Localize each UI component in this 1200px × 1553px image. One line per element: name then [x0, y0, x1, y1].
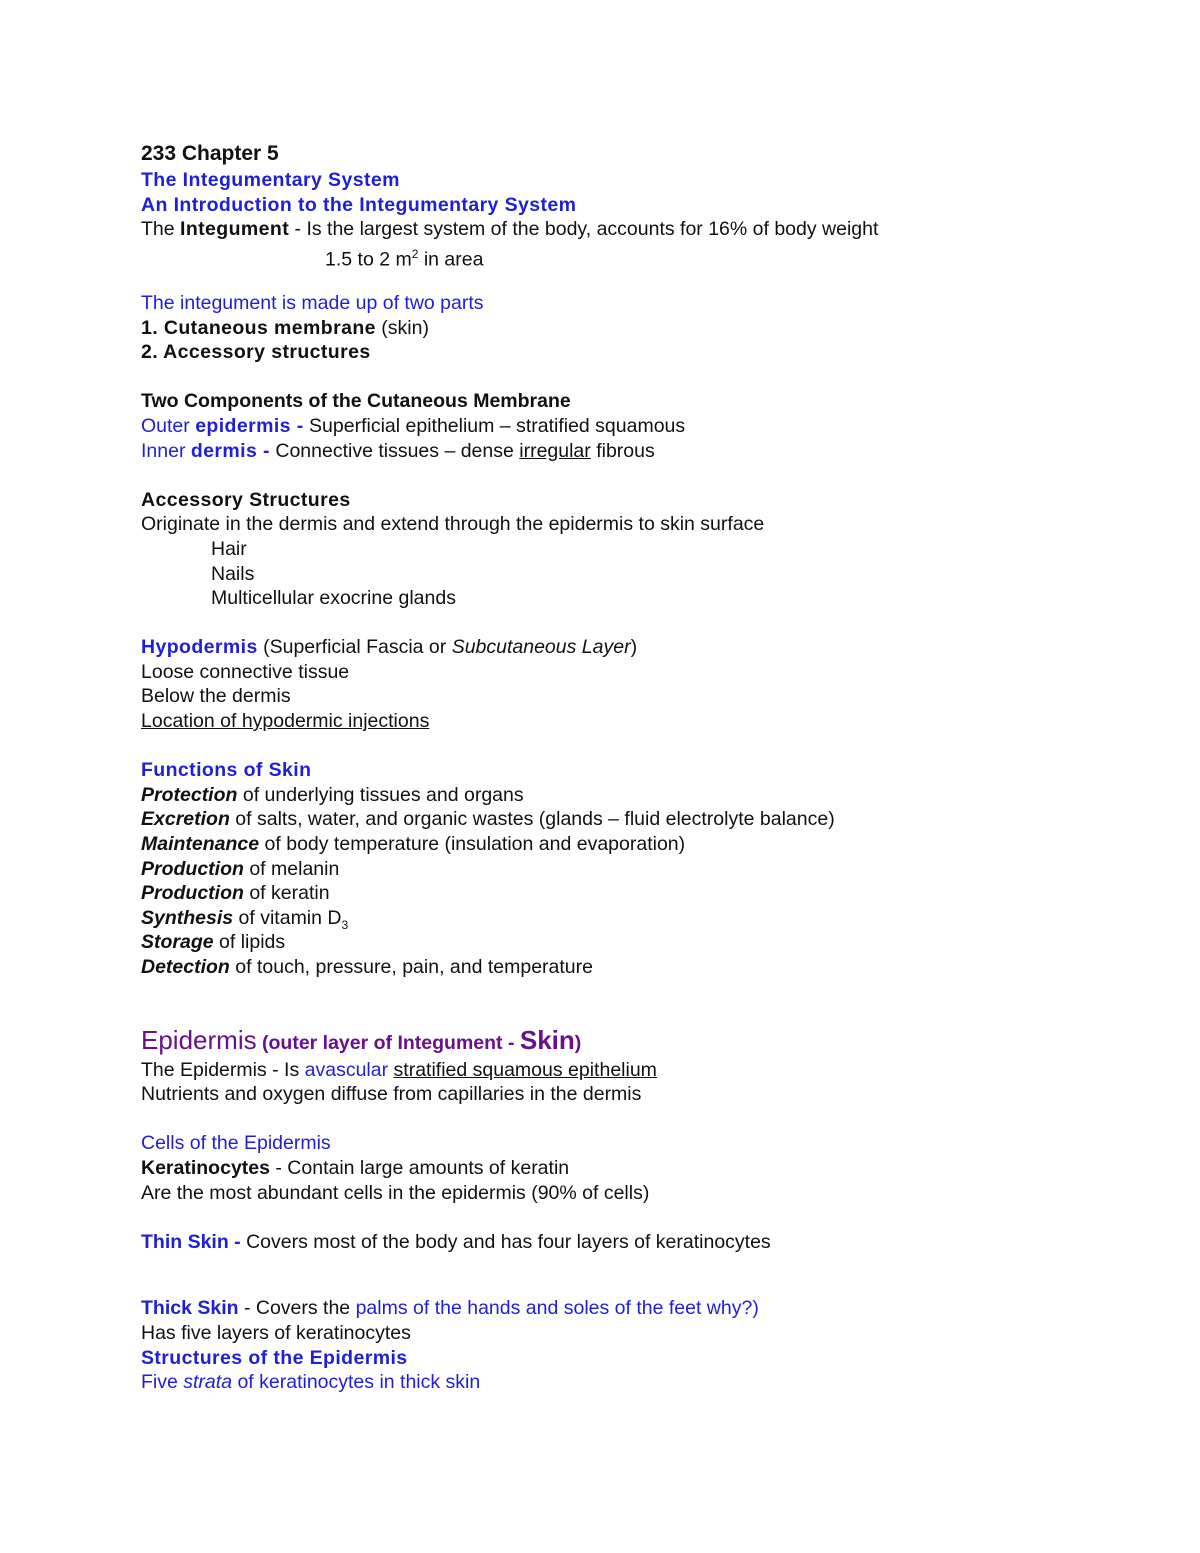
accessory-line: Originate in the dermis and extend through the epidermis to skin surface: [141, 513, 765, 536]
function-item: Production of keratin: [141, 882, 330, 905]
epidermis-nutrients: Nutrients and oxygen diffuse from capillaries in the dermis: [141, 1083, 642, 1106]
heading-integumentary-system: The Integumentary System: [141, 169, 400, 191]
hypodermis-detail: Location of hypodermic injections: [141, 710, 430, 733]
function-item: Excretion of salts, water, and organic wastes (glands – fluid electrolyte balance): [141, 808, 835, 831]
function-item: Synthesis of vitamin $D_3$: [141, 906, 349, 932]
function-item: Production of melanin: [141, 857, 340, 880]
part-1: 1. Cutaneous membrane (skin): [141, 316, 429, 339]
five-strata-line: Five strata of keratinocytes in thick skin: [141, 1371, 481, 1394]
function-item: Maintenance of body temperature (insulation and evaporation): [141, 833, 686, 856]
epidermis-definition: The Epidermis - Is avascular stratified squamous epithelium: [141, 1058, 657, 1081]
document-body: [141, 140, 1141, 1395]
integument-definition: The Integument - Is the largest system of the body, accounts for 16% of body weight: [141, 218, 879, 241]
function-item: Detection of touch, pressure, pain, and temperature: [141, 956, 593, 978]
keratinocytes-line: Keratinocytes - Contain large amounts of keratin: [141, 1156, 570, 1179]
keratinocytes-abundance: Are the most abundant cells in the epidermis (90% of cells): [141, 1181, 650, 1204]
hypodermis-line: Hypodermis (Superficial Fascia or Subcutaneous Layer): [141, 636, 638, 659]
hypodermis-detail: Loose connective tissue: [141, 660, 350, 683]
epidermis-heading: Epidermis (outer layer of Integument - Skin): [141, 1024, 582, 1055]
function-item: Storage of lipids: [141, 931, 286, 954]
thick-skin-layers: Has five layers of keratinocytes: [141, 1321, 411, 1344]
outer-epidermis-line: Outer epidermis - Superficial epithelium – stratified squamous: [141, 414, 686, 437]
components-heading: Two Components of the Cutaneous Membrane: [141, 390, 571, 413]
function-item: Protection of underlying tissues and organs: [141, 783, 524, 806]
functions-heading: Functions of Skin: [141, 759, 312, 782]
thin-skin-line: Thin Skin - Covers most of the body and has four layers of keratinocytes: [141, 1230, 771, 1253]
accessory-item: Hair: [211, 537, 247, 560]
part-2: 2. Accessory structures: [141, 341, 371, 364]
accessory-heading: Accessory Structures: [141, 488, 351, 511]
integument-area: 1.5 to 2 $m^2$ in area: [325, 246, 484, 271]
heading-introduction: An Introduction to the Integumentary System: [141, 193, 577, 216]
accessory-item: Nails: [211, 562, 255, 585]
parts-intro: The integument is made up of two parts: [141, 291, 484, 314]
thick-skin-line: Thick Skin - Covers the palms of the hands and soles of the feet why?): [141, 1297, 759, 1320]
hypodermis-detail: Below the dermis: [141, 685, 291, 708]
integument-term: Integument: [180, 218, 290, 241]
inner-dermis-line: Inner dermis - Connective tissues – dense irregular fibrous: [141, 439, 655, 462]
structures-heading: Structures of the Epidermis: [141, 1346, 408, 1369]
accessory-item: Multicellular exocrine glands: [211, 587, 456, 610]
doc-title: 233 Chapter 5: [141, 142, 279, 165]
cells-heading: Cells of the Epidermis: [141, 1132, 331, 1155]
